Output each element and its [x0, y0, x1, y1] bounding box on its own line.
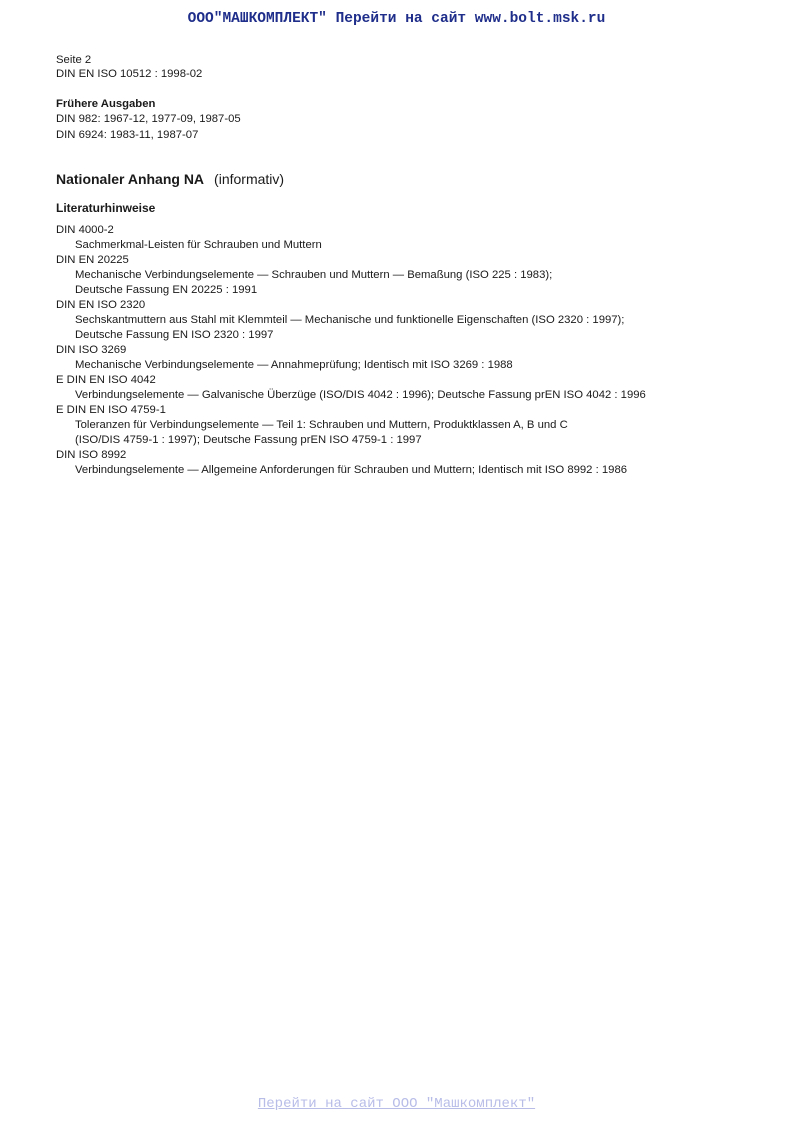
reference-item: [56, 343, 746, 373]
annex-title: Nationaler Anhang NA: [56, 171, 205, 187]
annex-note: (informativ): [214, 171, 285, 187]
reference-code: DIN ISO 3269: [56, 344, 127, 356]
reference-code: DIN EN ISO 2320: [56, 299, 146, 311]
document-number: DIN EN ISO 10512 : 1998-02: [56, 68, 203, 80]
reference-description: Mechanische Verbindungselemente — Schrauben und Muttern — Bemaßung (ISO 225 : 1983);: [75, 269, 553, 281]
literature-heading: Literaturhinweise: [56, 201, 156, 215]
annex-heading: [56, 170, 746, 188]
reference-description: Verbindungselemente — Allgemeine Anforderungen für Schrauben und Muttern; Identisch mit ISO 8992 : 1986: [75, 464, 628, 476]
reference-item: [56, 448, 746, 478]
reference-item: [56, 223, 746, 253]
reference-item: [56, 253, 746, 298]
previous-editions-heading: Frühere Ausgaben: [56, 98, 156, 110]
reference-code: DIN ISO 8992: [56, 449, 127, 461]
site-banner-link[interactable]: ООО"МАШКОМПЛЕКТ" Перейти на сайт www.bolt.msk.ru: [187, 11, 606, 27]
reference-description: Verbindungselemente — Galvanische Überzüge (ISO/DIS 4042 : 1996); Deutsche Fassung prEN ISO 4042 : 1996: [75, 389, 646, 401]
previous-editions-list: [56, 111, 746, 143]
reference-code: DIN EN 20225: [56, 254, 129, 266]
reference-description: (ISO/DIS 4759-1 : 1997); Deutsche Fassung prEN ISO 4759-1 : 1997: [75, 434, 422, 446]
previous-edition-item: DIN 6924: 1983-11, 1987-07: [56, 129, 199, 141]
reference-item: [56, 373, 746, 403]
footer-site-link[interactable]: Перейти на сайт ООО "Машкомплект": [257, 1096, 536, 1112]
reference-description: Toleranzen für Verbindungselemente — Teil 1: Schrauben und Muttern, Produktklassen A, B und C: [75, 419, 568, 431]
reference-description: Deutsche Fassung EN 20225 : 1991: [75, 284, 258, 296]
reference-code: E DIN EN ISO 4042: [56, 374, 156, 386]
reference-code: DIN 4000-2: [56, 224, 114, 236]
page-label: Seite 2: [56, 54, 92, 66]
reference-list: [56, 223, 746, 478]
reference-item: [56, 403, 746, 448]
previous-edition-item: DIN 982: 1967-12, 1977-09, 1987-05: [56, 113, 241, 125]
reference-description: Sachmerkmal-Leisten für Schrauben und Muttern: [75, 239, 322, 251]
reference-description: Sechskantmuttern aus Stahl mit Klemmteil — Mechanische und funktionelle Eigenschaften (ISO 2320 : 1997);: [75, 314, 625, 326]
reference-description: Deutsche Fassung EN ISO 2320 : 1997: [75, 329, 274, 341]
document-page: [56, 53, 746, 478]
reference-description: Mechanische Verbindungselemente — Annahmeprüfung; Identisch mit ISO 3269 : 1988: [75, 359, 513, 371]
reference-code: E DIN EN ISO 4759-1: [56, 404, 166, 416]
reference-item: [56, 298, 746, 343]
